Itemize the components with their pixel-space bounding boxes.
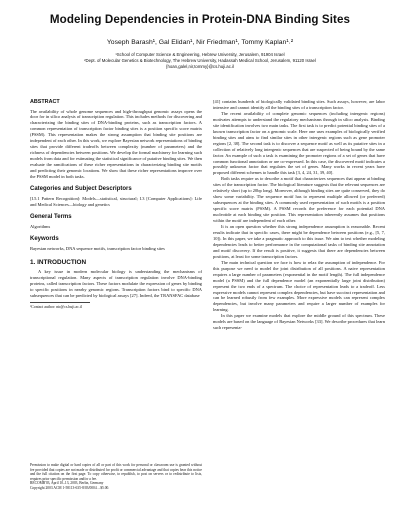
- paragraph-5: The main technical question we face is how to relax the assumption of independence. For this purpose we need to model the joint distribution of all positions. A naive representation requires a large number of parameters (exponential in the motif length). The full independence model (a PSSM) and the full dependence model (an exponentially large joint distribution) represent the two ends of a spectrum. The choice of representation leads to a tradeoff. Less expressive models cannot represent complex dependencies, but have succinct representation and can be learned robustly from few examples. More expressive models can represent complex dependencies, but involve many parameters and require a larger number of examples for learning.: [213, 259, 385, 313]
- keywords-heading: Keywords: [30, 235, 59, 242]
- paragraph-6: In this paper we examine models that explore the middle ground of this spectrum. These models are based on the language of Bayesian Networks [33]. We describe procedures that learn such representa-: [213, 313, 385, 331]
- introduction-text: A key issue in modern molecular biology is understanding the mechanisms of transcriptional regulation. Many aspects of transcription regulation involve DNA-binding proteins, called transcription factors. These factors modulate the expression of genes by binding to specific positions in nearby genomic regions. Transcription factors bind to specific DNA subsequences that can be predicted by biological assays [27]. Indeed, the TRANSFAC database: [30, 268, 202, 298]
- categories-text: [I.5.1 Pattern Recognition]: Models—statistical, structural; I.3 [Computer Applications]: Life and Medical Sciences—biology and genetics: [30, 195, 202, 207]
- general-terms-text: Algorithms: [30, 223, 51, 229]
- left-column: [30, 99, 202, 310]
- footnote-divider: [30, 302, 90, 303]
- paragraph-3: Both tasks require us to describe a motif that characterizes sequences that appear at binding sites of the transcription factor. The biological literature suggests that the relevant sequences are relatively short (up to 20bp long). Moreover, although binding sites are quite conserved, they do show some variability. The sequence motif has to represent multiple allowed (or preferred) subsequences at the binding sites. A commonly used representation of such motifs is a position specific score matrix (PSSM). A PSSM records the preference for each potential DNA nucleotide at each binding site position. This representation inherently assumes that positions within the motif are independent of each other.: [213, 176, 385, 224]
- copyright-line: Copyright 2003 ACM 1-58113-635-8/03/0004 ...$5.00.: [30, 485, 110, 490]
- paragraph-4: It is an open question whether this strong independence assumption is reasonable. Recent results indicate that in specific cases, there might be dependence between positions (e.g., [5, 7, 10]). In this paper, we take a pragmatic approach to this issue. We aim to test whether modeling dependencies leads to better performance in the computational tasks of binding site annotation and motif discovery. If the result is positive, it suggests that there are dependencies between positions, at least for some transcription factors.: [213, 224, 385, 259]
- abstract-text: The availability of whole genome sequences and high-throughput genomic assays opens the door for in silico analysis of transcription regulation. This includes methods for discovering and characterizing the binding sites of DNA-binding proteins, such as transcription factors. A common representation of transcription factor binding sites is a position specific score matrix (PSSM). This representation makes the strong assumption that binding site positions are independent of each other. In this work, we explore Bayesian network representations of binding sites that provide different tradeoffs between complexity (number of parameters) and the richness of dependencies between positions. We develop the formal machinery for learning such models from data and for estimating the statistical significance of putative binding sites. We then evaluate the ramifications of these richer representations in characterizing binding site motifs and predicting their genomic locations. We show that these richer representations improve over the PSSM model in both tasks.: [30, 108, 202, 179]
- right-column: [213, 99, 385, 331]
- categories-heading: Categories and Subject Descriptors: [30, 185, 132, 192]
- abstract-heading: ABSTRACT: [30, 99, 60, 105]
- author-list: Yoseph Barash¹, Gal Elidan¹, Nir Friedman¹, Tommy Kaplan¹˒²: [106, 39, 294, 46]
- venue-line: RECOMB'03, April 10–13, 2003, Berlin, Germany: [30, 481, 104, 486]
- keywords-text: Bayesian networks, DNA sequence motifs, transcription factor binding sites: [30, 245, 165, 251]
- general-terms-heading: General Terms: [30, 213, 72, 220]
- permission-notice: [30, 463, 202, 491]
- affiliation-2: ²Dept. of Molecular Genetics & Biotechnology, The Hebrew University, Hadassah Medical School, Jerusalem, 91120 Israel: [84, 58, 316, 63]
- contact-footnote: ²Contact author: nir@cs.huji.ac.il: [30, 304, 82, 309]
- paragraph-2: The recent availability of complete genomic sequences (including intergenic regions) motivates attempts to understand the regulatory mechanisms through in silico analysis. Binding site identification involves two main tasks. The first task is to predict potential binding sites of a known transcription factor on a genomic scale. Here one uses examples of biologically verified binding sites and aims to find similar sites in other intergenic regions such as gene promoter regions [2, 38]. The second task is to discover a sequence motif as well as its putative sites in a collection of relatively long intergenic sequences that are suspected of being bound by the same factor. An example of such a task is examining the promoter regions of a set of genes that have common functional annotation or are co-expressed. In this case, the discovered motif indicates a possibly unknown factor that regulates the set of genes. Many works in recent years have proposed different schemes to handle this task [3, 4, 24, 31, 39, 40].: [213, 110, 385, 176]
- author-emails: {hoan,galel,nir,tommy}@cs.huji.ac.il: [166, 64, 234, 69]
- paragraph-1: [41] contains hundreds of biologically validated binding sites. Such assays, however, are labor intensive and cannot identify all the binding sites of a transcription factor.: [213, 99, 385, 110]
- introduction-heading: 1. INTRODUCTION: [30, 258, 87, 266]
- permission-text: Permission to make digital or hard copies of all or part of this work for personal or classroom use is granted without fee provided that copies are not made or distributed for profit or commercial advantage and that copies bear this notice and the full citation on the first page. To copy otherwise, to republish, to post on servers or to redistribute to lists, requires prior specific permission and/or a fee.: [30, 463, 202, 481]
- paper-title: Modeling Dependencies in Protein-DNA Binding Sites: [49, 13, 351, 26]
- affiliation-1: ¹School of Computer Science & Engineering, Hebrew University, Jerusalem, 91904 Israel: [115, 52, 285, 57]
